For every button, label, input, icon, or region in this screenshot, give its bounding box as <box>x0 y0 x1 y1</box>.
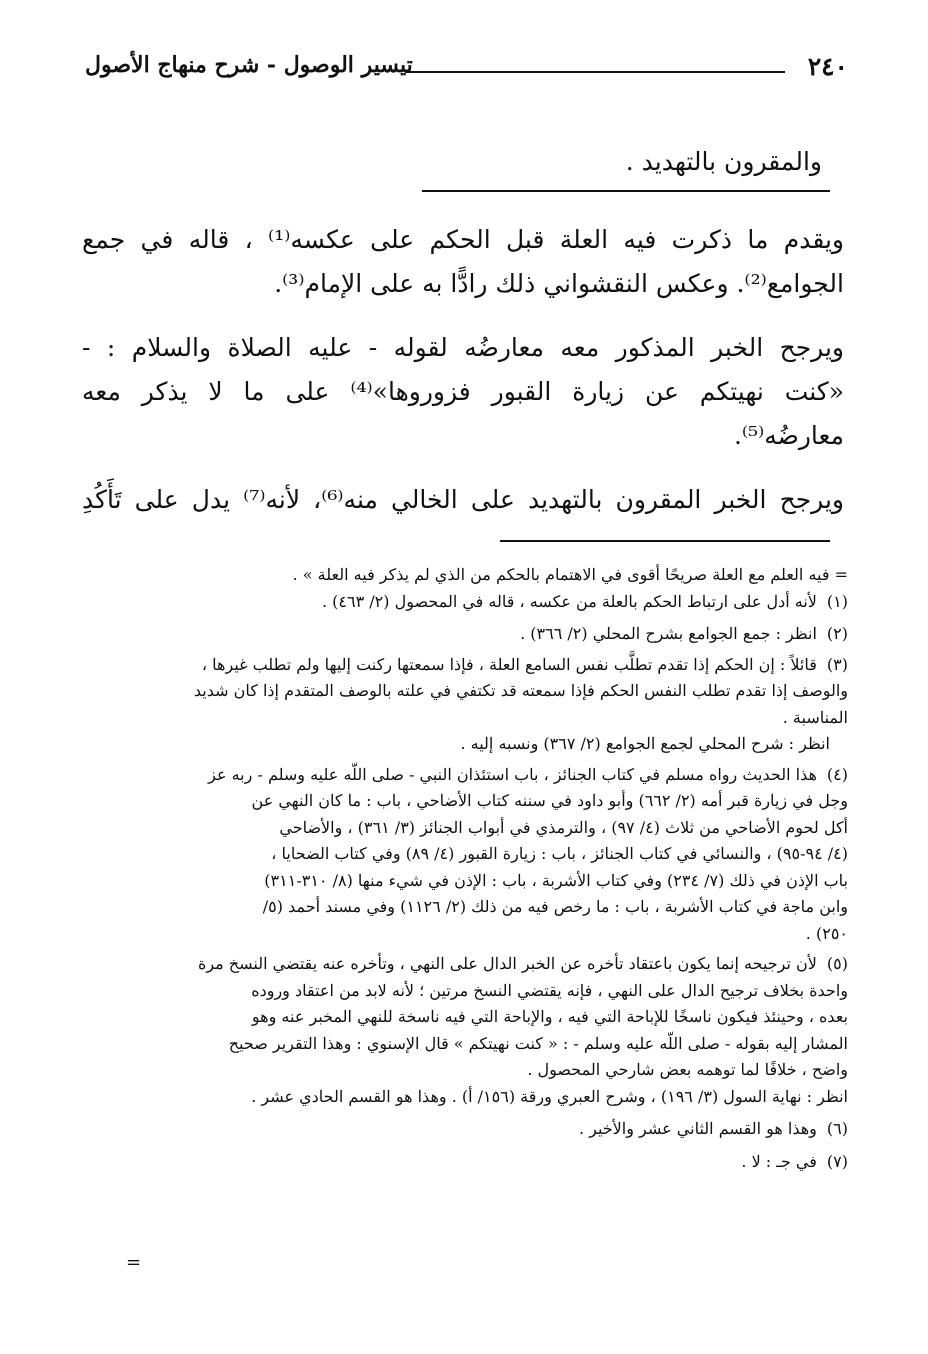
footnote-number: (٤) <box>826 764 848 784</box>
footnote-text: والوصف إذا تقدم تطلب النفس الحكم فإذا سمعته قد تكتفي في علته بالوصف المتقدم إذا كان شديد <box>193 681 848 700</box>
footnote-number: (٢) <box>826 624 848 643</box>
footnote-text: أكل لحوم الأضاحي من ثلاث (٤/ ٩٧) ، والترمذي في أبواب الجنائز (٣/ ٣٦١) ، والأضاحي <box>279 817 848 837</box>
paragraph-1 <box>82 218 844 306</box>
text-line: «كنت نهيتكم عن زيارة القبور فزوروها»⁽⁴⁾ على ما لا يذكر معه <box>82 377 844 406</box>
footnote-text: لأنه أدل على ارتباط الحكم بالعلة من عكسه ، قاله في المحصول (٢/ ٤٦٣) . <box>321 591 817 611</box>
footnote-text: في جـ : لا . <box>741 1151 817 1171</box>
text-line: ويقدم ما ذكرت فيه العلة قبل الحكم على عكسه⁽¹⁾ ، قاله في جمع <box>82 225 844 254</box>
footnote-6 <box>82 1116 848 1143</box>
footnote-5 <box>82 951 848 1110</box>
footnote-number: (٥) <box>826 954 848 973</box>
footnote-separator <box>500 540 830 542</box>
continuation-mark: = <box>126 1252 142 1273</box>
footnote-text: واحدة بخلاف ترجيح الدال على النهي ، فإنه يقتضي النسخ مرتين ؛ لأنه لابد من اعتقاد وروده <box>251 980 848 1000</box>
running-title: تيسير الوصول - شرح منهاج الأصول <box>85 52 413 78</box>
text-line: الجوامع⁽²⁾. وعكس النقشواني ذلك رادًّا به على الإمام⁽³⁾. <box>274 269 844 298</box>
footnote-2 <box>82 621 848 648</box>
footnote-text: ٢٥٠) . <box>805 923 848 943</box>
footnote-4 <box>82 762 848 948</box>
text-line: ويرجح الخبر المذكور معه معارضُه لقوله - عليه الصلاة والسلام : - <box>82 333 844 362</box>
footnote-text: انظر : جمع الجوامع بشرح المحلي (٢/ ٣٦٦) . <box>520 624 817 643</box>
footnote-1 <box>82 589 848 616</box>
main-text-line1 <box>82 140 844 184</box>
text-line: ويرجح الخبر المقرون بالتهديد على الخالي منه⁽⁶⁾، لأنه⁽⁷⁾ يدل على تَأَكُدِ <box>82 485 845 514</box>
footnote-number: (٦) <box>826 1119 848 1138</box>
footnote-text: بعده ، وحينئذ فيكون ناسخًا للإباحة التي فيه ، والإباحة التي فيه ناسخة للنهي المخبر عنه وهو <box>251 1007 848 1026</box>
footnote-text: انظر : شرح المحلي لجمع الجوامع (٢/ ٣٦٧) ونسبه إليه . <box>460 734 830 753</box>
footnote-number: (٣) <box>826 654 848 674</box>
footnote-text: المشار إليه بقوله - صلى اللّه عليه وسلم - : « كنت نهيتكم » قال الإسنوي : وهذا التقرير صحيح <box>228 1033 848 1053</box>
paragraph-3 <box>82 478 844 522</box>
page-number: ٢٤٠ <box>807 52 848 81</box>
footnote-7 <box>82 1149 848 1176</box>
header-rule <box>405 71 785 73</box>
paragraph-2 <box>82 326 844 458</box>
footnote-text: وجل في زيارة قبر أمه (٢/ ٦٦٢) وأبو داود في سننه كتاب الأضاحي ، باب : ما كان النهي عن <box>251 791 848 810</box>
footnote-text: المناسبة . <box>782 707 848 727</box>
text-line: والمقرون بالتهديد . <box>625 147 822 176</box>
footnote-text: واضح ، خلافًا لما توهمه بعض شارحي المحصول . <box>527 1060 848 1079</box>
footnote-text: انظر : نهاية السول (٣/ ١٩٦) ، وشرح العبري ورقة (١٥٦/ أ) . وهذا هو القسم الحادي عشر . <box>251 1086 848 1106</box>
footnote-continuation: = فيه العلم مع العلة صريحًا أقوى في الاهتمام بالحكم من الذي لم يذكر فيه العلة » . <box>292 565 848 584</box>
footnote-text: وهذا هو القسم الثاني عشر والأخير . <box>578 1119 817 1138</box>
footnote-text: وابن ماجة في كتاب الأشربة ، باب : ما رخص فيه من ذلك (٢/ ١١٢٦) وفي مسند أحمد (٥/ <box>262 897 848 916</box>
section-divider <box>422 190 830 192</box>
text-line: معارضُه⁽⁵⁾. <box>733 421 844 450</box>
footnote-number: (١) <box>826 591 848 611</box>
footnotes <box>82 562 848 1175</box>
footnote-text: باب الإذن في ذلك (٧/ ٢٣٤) وفي كتاب الأشربة ، باب : الإذن في شيء منها (٨/ ٣١٠-٣١١) <box>264 870 848 890</box>
footnote-text: هذا الحديث رواه مسلم في كتاب الجنائز ، باب استئذان النبي - صلى اللّه عليه وسلم - ربه عز <box>208 764 817 784</box>
footnote-text: لأن ترجيحه إنما يكون باعتقاد تأخره عن الخبر الدال على النهي ، وتأخره عنه يقتضي النسخ مرة <box>197 954 817 973</box>
footnote-text: (٤/ ٩٤-٩٥) ، والنسائي في كتاب الجنائز ، باب : زيارة القبور (٤/ ٨٩) وفي كتاب الضحايا ، <box>271 844 848 863</box>
footnote-text: قائلاً : إن الحكم إذا تقدم تطلَّب نفس السامع العلة ، فإذا سمعتها ركنت إليها ولم تطلب غيرها ، <box>201 654 817 674</box>
footnote-3 <box>82 652 848 758</box>
footnote-number: (٧) <box>826 1151 848 1171</box>
